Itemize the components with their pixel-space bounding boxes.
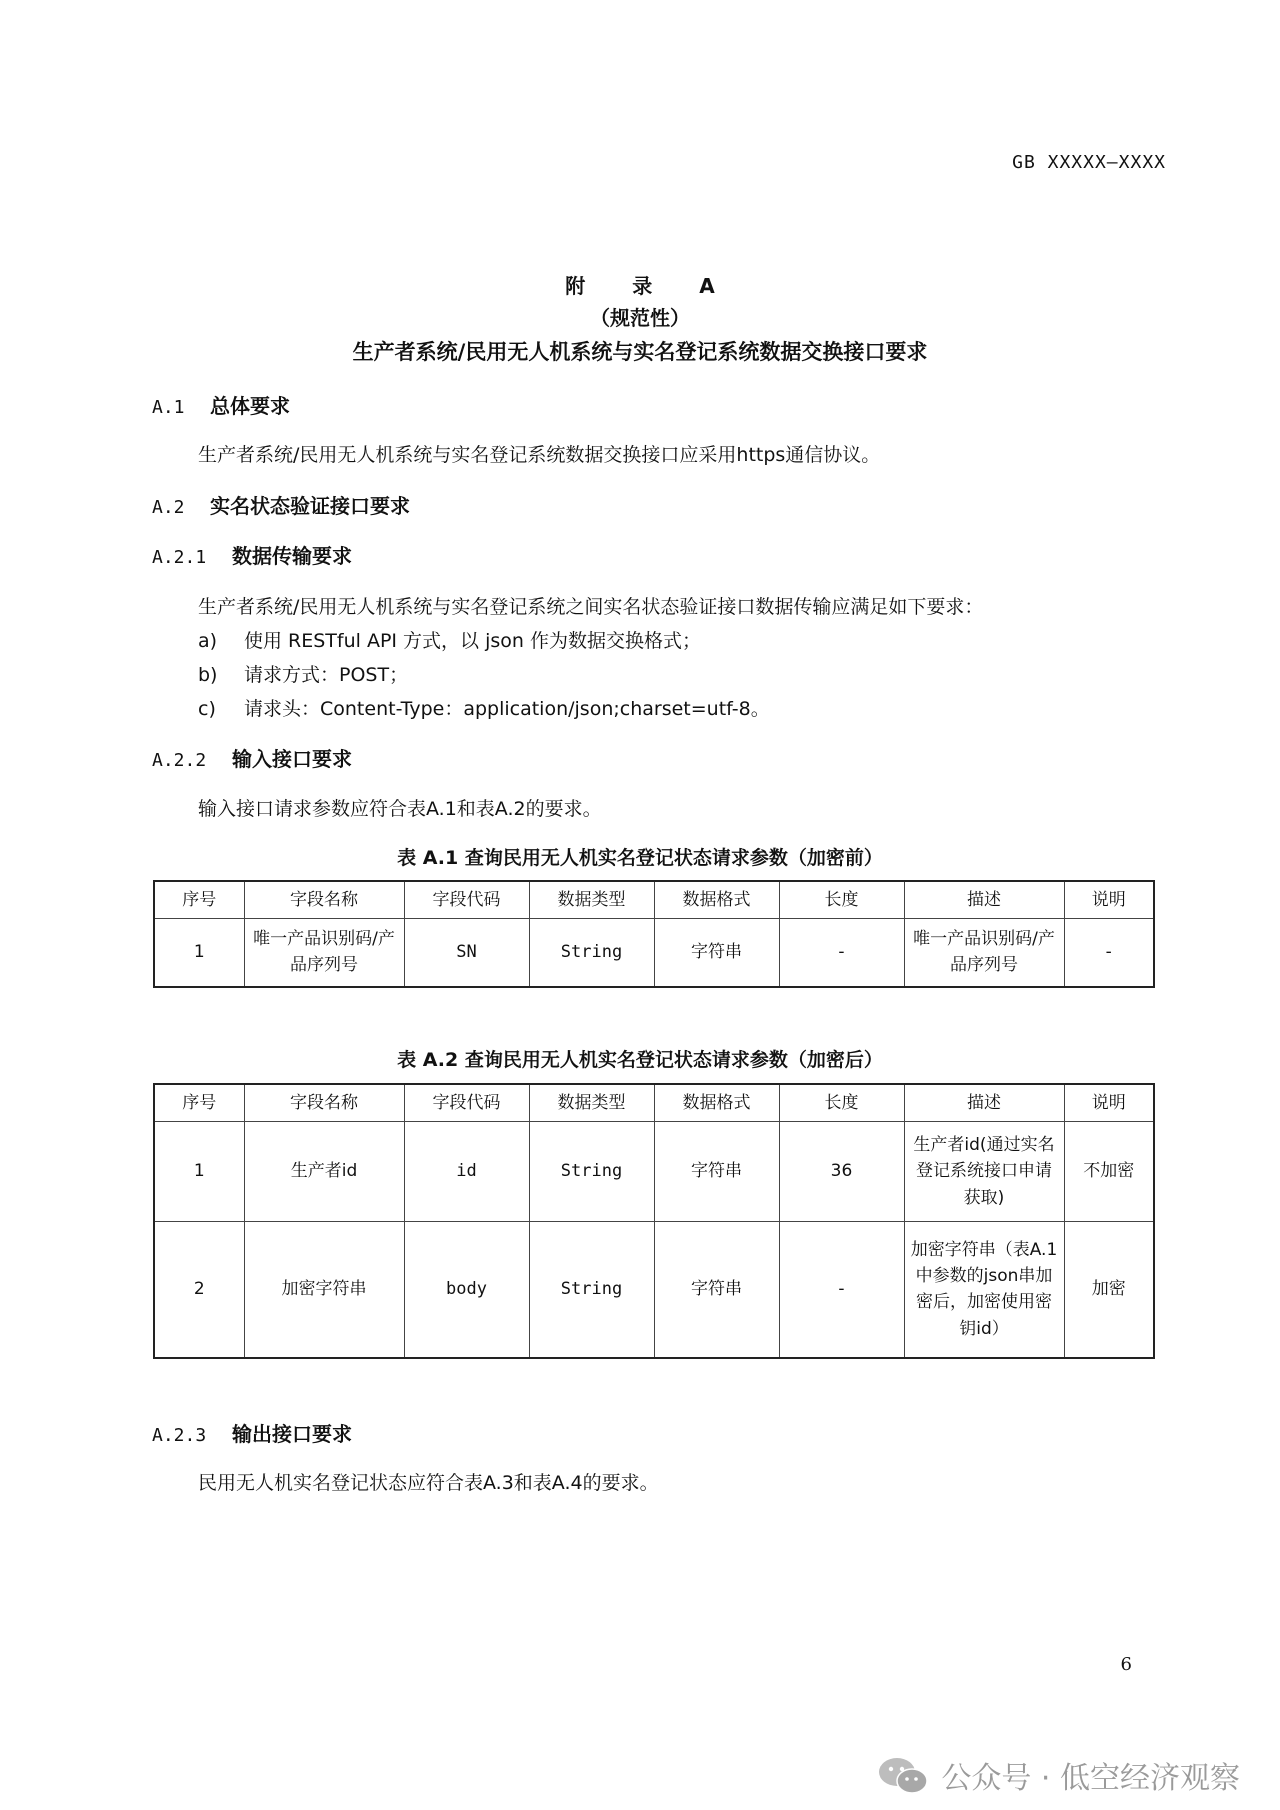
table-a1 <box>153 880 1155 988</box>
annex-subject: 生产者系统/民用无人机系统与实名登记系统数据交换接口要求 <box>352 340 928 364</box>
table-a2-caption: 表 A.2 查询民用无人机实名登记状态请求参数（加密后） <box>397 1049 883 1071</box>
section-number: A.1 <box>152 397 185 418</box>
cell-length: - <box>779 1222 904 1358</box>
section-a22-heading <box>152 743 352 772</box>
cell-type: String <box>529 1222 654 1358</box>
list-text: 请求头：Content-Type：application/json;charset=utf-8。 <box>244 698 770 720</box>
section-a21-text: 生产者系统/民用无人机系统与实名登记系统之间实名状态验证接口数据传输应满足如下要求： <box>198 596 984 618</box>
column-header: 描述 <box>904 881 1064 919</box>
section-a1-heading <box>152 390 290 419</box>
table-row <box>154 919 1154 987</box>
column-header: 数据格式 <box>654 881 779 919</box>
cell-length: - <box>779 919 904 987</box>
column-header: 数据类型 <box>529 881 654 919</box>
table-row <box>154 1122 1154 1222</box>
cell-note: 加密 <box>1064 1222 1154 1358</box>
list-marker: c) <box>198 698 216 720</box>
cell-code: id <box>404 1122 529 1222</box>
cell-name: 生产者id <box>244 1122 404 1222</box>
section-title: 输入接口要求 <box>232 747 352 771</box>
list-item <box>198 660 408 687</box>
cell-desc: 唯一产品识别码/产品序列号 <box>904 919 1064 987</box>
document-code: GB XXXXX—XXXX <box>1012 152 1166 173</box>
cell-note: 不加密 <box>1064 1122 1154 1222</box>
cell-desc: 生产者id(通过实名登记系统接口申请获取) <box>904 1122 1064 1222</box>
section-title: 实名状态验证接口要求 <box>210 494 410 518</box>
section-a23-text: 民用无人机实名登记状态应符合表A.3和表A.4的要求。 <box>198 1472 659 1494</box>
watermark <box>877 1753 1240 1797</box>
cell-no: 1 <box>154 1122 244 1222</box>
column-header: 序号 <box>154 1084 244 1122</box>
cell-no: 1 <box>154 919 244 987</box>
section-a22-text: 输入接口请求参数应符合表A.1和表A.2的要求。 <box>198 798 602 820</box>
annex-kind: （规范性） <box>590 306 690 330</box>
cell-type: String <box>529 1122 654 1222</box>
cell-desc: 加密字符串（表A.1中参数的json串加密后，加密使用密钥id） <box>904 1222 1064 1358</box>
watermark-text: 公众号 · 低空经济观察 <box>941 1761 1240 1796</box>
cell-no: 2 <box>154 1222 244 1358</box>
column-header: 字段代码 <box>404 881 529 919</box>
table-header-row <box>154 1084 1154 1122</box>
section-title: 总体要求 <box>210 394 290 418</box>
column-header: 字段名称 <box>244 1084 404 1122</box>
cell-format: 字符串 <box>654 1122 779 1222</box>
cell-note: - <box>1064 919 1154 987</box>
list-item <box>198 694 770 721</box>
section-a21-heading <box>152 540 352 569</box>
section-title: 输出接口要求 <box>232 1422 352 1446</box>
column-header: 描述 <box>904 1084 1064 1122</box>
section-a1-text: 生产者系统/民用无人机系统与实名登记系统数据交换接口应采用https通信协议。 <box>198 444 881 466</box>
column-header: 说明 <box>1064 1084 1154 1122</box>
cell-name: 加密字符串 <box>244 1222 404 1358</box>
cell-format: 字符串 <box>654 1222 779 1358</box>
column-header: 字段名称 <box>244 881 404 919</box>
section-number: A.2.3 <box>152 1425 207 1446</box>
column-header: 长度 <box>779 881 904 919</box>
section-number: A.2.2 <box>152 750 207 771</box>
list-text: 使用 RESTful API 方式，以 json 作为数据交换格式； <box>244 630 701 652</box>
column-header: 字段代码 <box>404 1084 529 1122</box>
section-a23-heading <box>152 1418 352 1447</box>
column-header: 说明 <box>1064 881 1154 919</box>
table-a2 <box>153 1083 1155 1359</box>
section-number: A.2 <box>152 497 185 518</box>
section-number: A.2.1 <box>152 547 207 568</box>
cell-name: 唯一产品识别码/产品序列号 <box>244 919 404 987</box>
list-item <box>198 626 701 653</box>
column-header: 数据类型 <box>529 1084 654 1122</box>
column-header: 长度 <box>779 1084 904 1122</box>
cell-code: body <box>404 1222 529 1358</box>
table-a1-caption: 表 A.1 查询民用无人机实名登记状态请求参数（加密前） <box>397 847 883 869</box>
list-text: 请求方式：POST； <box>244 664 409 686</box>
cell-length: 36 <box>779 1122 904 1222</box>
table-row <box>154 1222 1154 1358</box>
annex-title: 附 录 A <box>565 274 735 298</box>
list-marker: b) <box>198 664 218 686</box>
section-a2-heading <box>152 490 410 519</box>
cell-type: String <box>529 919 654 987</box>
list-marker: a) <box>198 630 218 652</box>
page-number: 6 <box>1120 1654 1132 1675</box>
wechat-icon <box>877 1755 929 1795</box>
cell-format: 字符串 <box>654 919 779 987</box>
column-header: 数据格式 <box>654 1084 779 1122</box>
cell-code: SN <box>404 919 529 987</box>
column-header: 序号 <box>154 881 244 919</box>
table-header-row <box>154 881 1154 919</box>
section-title: 数据传输要求 <box>232 544 352 568</box>
